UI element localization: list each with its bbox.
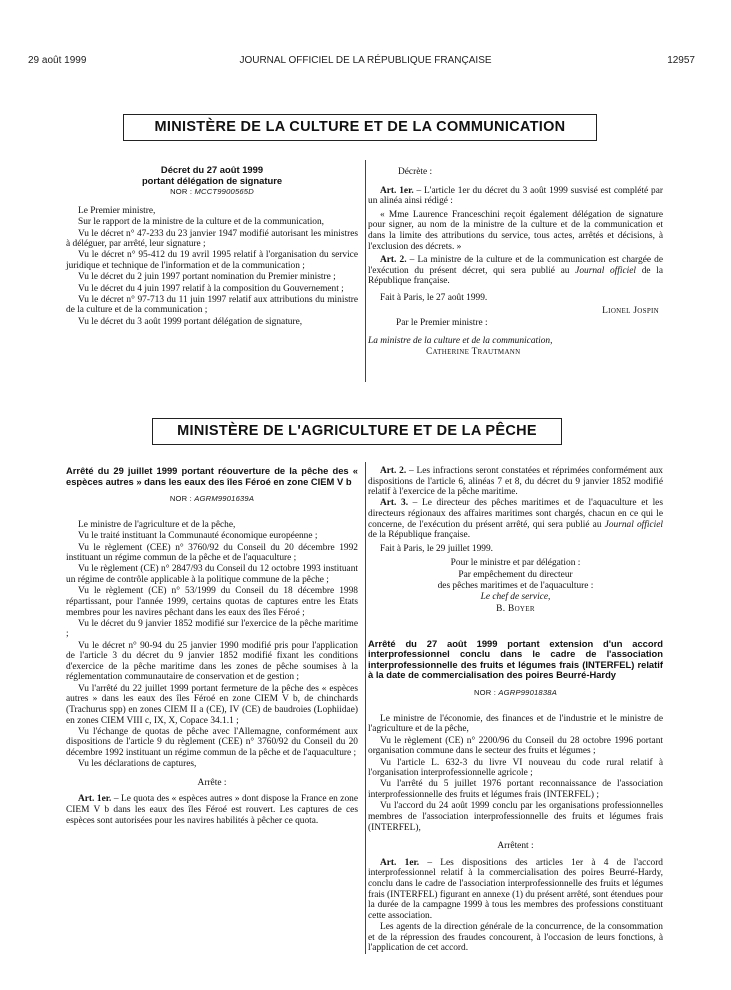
arrete1-signer: B. Boyer [496, 603, 535, 614]
column-divider [365, 462, 366, 954]
arrete1-para: Vu le règlement (CE) n° 53/1999 du Conseil du 18 décembre 1998 répartissant, pour l'année 1999, certains quotas de captures entre les Etats membres pour les navires pêchant dans les eaux des îles Féroé ; [66, 586, 358, 618]
arrete1-left-column [66, 466, 358, 827]
arrete1-para: Le ministre de l'agriculture et de la pêche, [78, 520, 236, 530]
decree-para: Vu le décret n° 97-713 du 11 juin 1997 relatif aux attributions du ministre de la culture et de la communication ; [66, 294, 358, 316]
decree-right-column [368, 167, 663, 358]
decree-title: Décret du 27 août 1999 [160, 164, 264, 175]
arrete1-sig-line: Pour le ministre et par délégation : [450, 558, 581, 569]
decree-para: Vu le décret n° 47-233 du 23 janvier 1947 modifié autorisant les ministres à déléguer, par arrêté, leur signature ; [66, 228, 358, 250]
decree-para: Sur le rapport de la ministre de la culture et de la communication, [78, 217, 325, 228]
arrete2-article-1: Art. 1er. – Les dispositions des articles 1er à 4 de l'accord interprofessionnel relatif à la commercialisation des poires Beurré-Hardy, conclu dans le cadre de l'association interprofessionnelle des fruits et légumes frais (INTERFEL) figurant en annexe (1) du présent arrêté, sont étendues pour la durée de la campagne 1999 à tous les membres des professions constituant cette association. [368, 857, 663, 921]
decree-article-2: Art. 2. – La ministre de la culture et de la communication est chargée de l'exécution du présent décret, qui sera publié au Journal officiel de la République française. [368, 255, 663, 287]
decree-quote: « Mme Laurence Franceschini reçoit également délégation de signature pour signer, au nom de la ministre de la culture et de la communication et dans la limite des attributions du service, tous actes, arrêtés et décisions, à l'exclusion des décrets. » [368, 209, 663, 252]
signer-jospin: Lionel Jospin [602, 305, 659, 316]
par-premier-ministre: Par le Premier ministre : [396, 318, 488, 329]
ministry-culture-heading: MINISTÈRE DE LA CULTURE ET DE LA COMMUNICATION [123, 114, 597, 141]
arrete1-sig-line: Par empêchement du directeur [458, 569, 573, 580]
decree-para: Vu le décret n° 95-412 du 19 avril 1995 relatif à l'organisation du service juridique et technique de l'information et de la communication ; [66, 250, 358, 272]
decree-article-1: Art. 1er. – L'article 1er du décret du 3 août 1999 susvisé est complété par un alinéa ainsi rédigé : [368, 185, 663, 207]
arrete2-arretent-label: Arrêtent : [497, 841, 534, 852]
header-date: 29 août 1999 [28, 55, 87, 66]
minister-title: La ministre de la culture et de la communication, [368, 335, 553, 346]
arrete1-para: Vu le décret n° 90-94 du 25 janvier 1990 modifié pris pour l'application de l'article 3 du décret du 9 janvier 1852 modifié fixant les conditions d'exercice de la pêche maritime dans les zones de pêche soumises à la réglementation communautaire de conservation et de gestion ; [66, 640, 358, 683]
decree-left-column [66, 165, 358, 328]
arrete2-para: Vu l'arrêté du 5 juillet 1976 portant reconnaissance de l'association interprofessionnelle des fruits et légumes frais (INTERFEL) ; [368, 779, 663, 801]
arrete1-arrete-label: Arrête : [197, 777, 227, 788]
ministry-agriculture-heading: MINISTÈRE DE L'AGRICULTURE ET DE LA PÊCHE [152, 418, 562, 445]
arrete2-nor: NOR : AGRP9901838A [474, 687, 557, 697]
arrete1-fait: Fait à Paris, le 29 juillet 1999. [380, 543, 494, 554]
arrete1-para: Vu l'échange de quotas de pêche avec l'Allemagne, conformément aux dispositions de l'article 9 du règlement (CEE) n° 3760/92 du Conseil du 20 décembre 1992 instituant un régime commun de la pêche et de l'aquaculture ; [66, 726, 358, 758]
arrete2-para: Le ministre de l'économie, des finances et de l'industrie et le ministre de l'agriculture et de la pêche, [368, 713, 663, 735]
arrete1-para: Vu le décret du 9 janvier 1852 modifié sur l'exercice de la pêche maritime ; [66, 618, 358, 640]
decree-para: Vu le décret du 4 juin 1997 relatif à la composition du Gouvernement ; [78, 283, 344, 294]
arrete1-article-1: Art. 1er. – Le quota des « espèces autres » dont dispose la France en zone CIEM V b dans les eaux des îles Féroé est rouvert. Les captures de ces espèces sont autorisées pour les navires habilités à pêcher ce quota. [66, 794, 358, 826]
right-column [368, 466, 663, 954]
decree-fait: Fait à Paris, le 27 août 1999. [380, 292, 488, 303]
journal-title: JOURNAL OFFICIEL DE LA RÉPUBLIQUE FRANÇAISE [239, 55, 492, 66]
column-divider [365, 160, 366, 382]
arrete2-para: Vu l'article L. 632-3 du livre VI nouveau du code rural relatif à l'organisation interprofessionnelle agricole ; [368, 757, 663, 779]
decree-para: Le Premier ministre, [78, 206, 156, 216]
decree-para: Vu le décret du 2 juin 1997 portant nomination du Premier ministre ; [78, 272, 336, 283]
arrete1-para: Vu les déclarations de captures, [78, 759, 197, 770]
arrete1-article-3: Art. 3. – Le directeur des pêches maritimes et de l'aquaculture et les directeurs régionaux des affaires maritimes sont chargés, chacun en ce qui le concerne, de l'exécution du présent arrêté, qui sera publié au Journal officiel de la République française. [368, 498, 663, 541]
arrete1-sig-line: des pêches maritimes et de l'aquaculture : [437, 581, 594, 591]
arrete1-chef: Le chef de service, [480, 592, 551, 603]
decree-nor: NOR : MCCT9900565D [170, 187, 254, 196]
page-number: 12957 [667, 55, 695, 66]
decree-subtitle: portant délégation de signature [141, 174, 283, 186]
decree-para: Vu le décret du 3 août 1999 portant délégation de signature, [78, 316, 303, 327]
arrete1-title: Arrêté du 29 juillet 1999 portant réouverture de la pêche des « espèces autres » dans les eaux des îles Féroé en zone CIEM V b [66, 465, 358, 487]
arrete1-nor: NOR : AGRM9901639A [169, 494, 255, 503]
arrete2-para: Vu le règlement (CE) n° 2200/96 du Conseil du 28 octobre 1996 portant organisation commune dans le secteur des fruits et légumes ; [368, 735, 663, 757]
arrete2-para-last: Les agents de la direction générale de la concurrence, de la consommation et de la répression des fraudes concourent, à l'occasion de leurs fonctions, à l'application de cet accord. [368, 921, 663, 954]
arrete1-para: Vu le traité instituant la Communauté économique européenne ; [78, 531, 318, 542]
decrete-label: Décrète : [398, 167, 433, 177]
signer-trautmann: Catherine Trautmann [426, 347, 521, 357]
arrete1-para: Vu le règlement (CEE) n° 3760/92 du Conseil du 20 décembre 1992 instituant un régime commun de la pêche et de l'aquaculture ; [66, 542, 358, 564]
arrete1-article-2: Art. 2. – Les infractions seront constatées et réprimées conformément aux dispositions de l'article 6, alinéas 7 et 8, du décret du 9 janvier 1852 modifié relatif à l'exercice de la pêche maritime. [368, 466, 663, 498]
arrete1-para: Vu le règlement (CE) n° 2847/93 du Conseil du 12 octobre 1993 instituant un régime de contrôle applicable à la politique commune de la pêche ; [66, 564, 358, 586]
arrete1-para: Vu l'arrêté du 22 juillet 1999 portant fermeture de la pêche des « espèces autres » dans les eaux des îles Féroé en zone CIEM V b, de chinchards (Trachurus spp) en zones CIEM II a (CE), IV (CE) de baudroies (Lophiidae) en zones CIEM VIII c, IX, X, Copace 34.1.1 ; [66, 683, 358, 726]
arrete2-title: Arrêté du 27 août 1999 portant extension d'un accord interprofessionnel conclu dans le cadre de l'association interprofessionnelle des fruits et légumes frais (INTERFEL) relatif à la date de commercialisation des poires Beurré-Hardy [368, 637, 663, 681]
arrete2-para: Vu l'accord du 24 août 1999 conclu par les organisations professionnelles membres de l'association interprofessionnelle des fruits et légumes frais (INTERFEL), [368, 801, 663, 833]
